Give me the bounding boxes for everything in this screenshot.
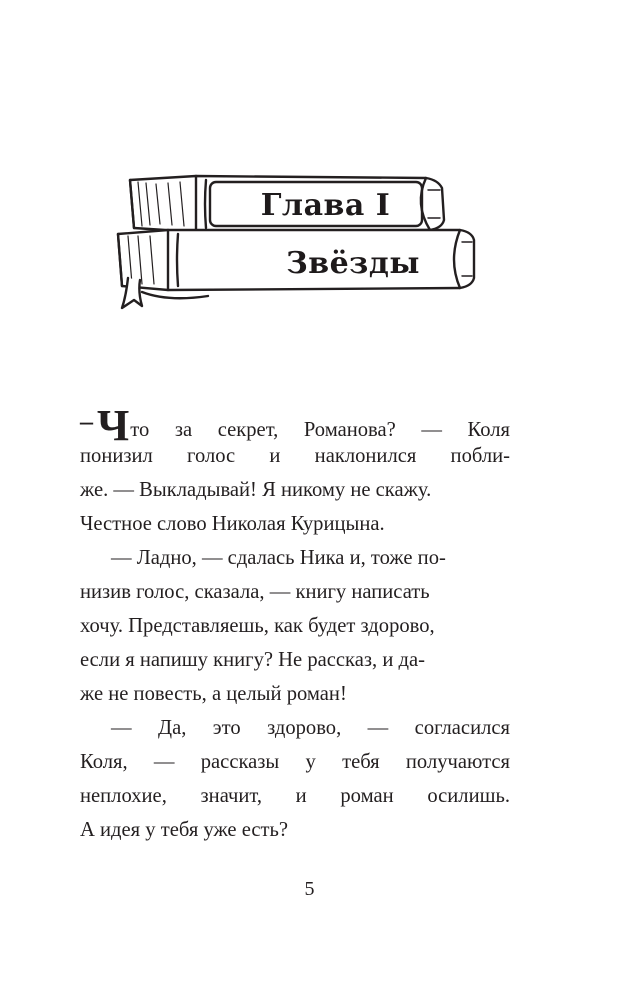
drop-cap: Ч (97, 401, 130, 450)
text-line: Честное слово Николая Курицына. (80, 513, 385, 535)
opening-dash: – (80, 407, 91, 436)
text-line: понизил голос и наклонился побли- (80, 445, 510, 467)
text-line: же. — Выкладывай! Я никому не скажу. (80, 479, 432, 501)
chapter-number: Глава I (260, 188, 391, 223)
text-line: если я напишу книгу? Не рассказ, и да- (80, 649, 425, 671)
text-line: Коля, — рассказы у тебя получаются (80, 751, 510, 773)
text-line: низив голос, сказала, — книгу написать (80, 581, 430, 603)
chapter-title: Звёзды (286, 246, 420, 281)
chapter-heading-books-illustration (108, 168, 488, 318)
text-line: неплохие, значит, и роман осилишь. (80, 785, 510, 807)
text-line (80, 401, 510, 450)
body-text (80, 401, 510, 847)
text-line: А идея у тебя уже есть? (80, 819, 289, 841)
text-line: — Ладно, — сдалась Ника и, тоже по- (111, 547, 446, 569)
text-line: же не повесть, а целый роман! (80, 683, 347, 705)
line-text: то за секрет, Романова? — Коля (130, 419, 510, 441)
text-line: хочу. Представляешь, как будет здорово, (80, 615, 435, 637)
text-line: — Да, это здорово, — согласился (111, 717, 510, 739)
page-number: 5 (304, 878, 315, 900)
